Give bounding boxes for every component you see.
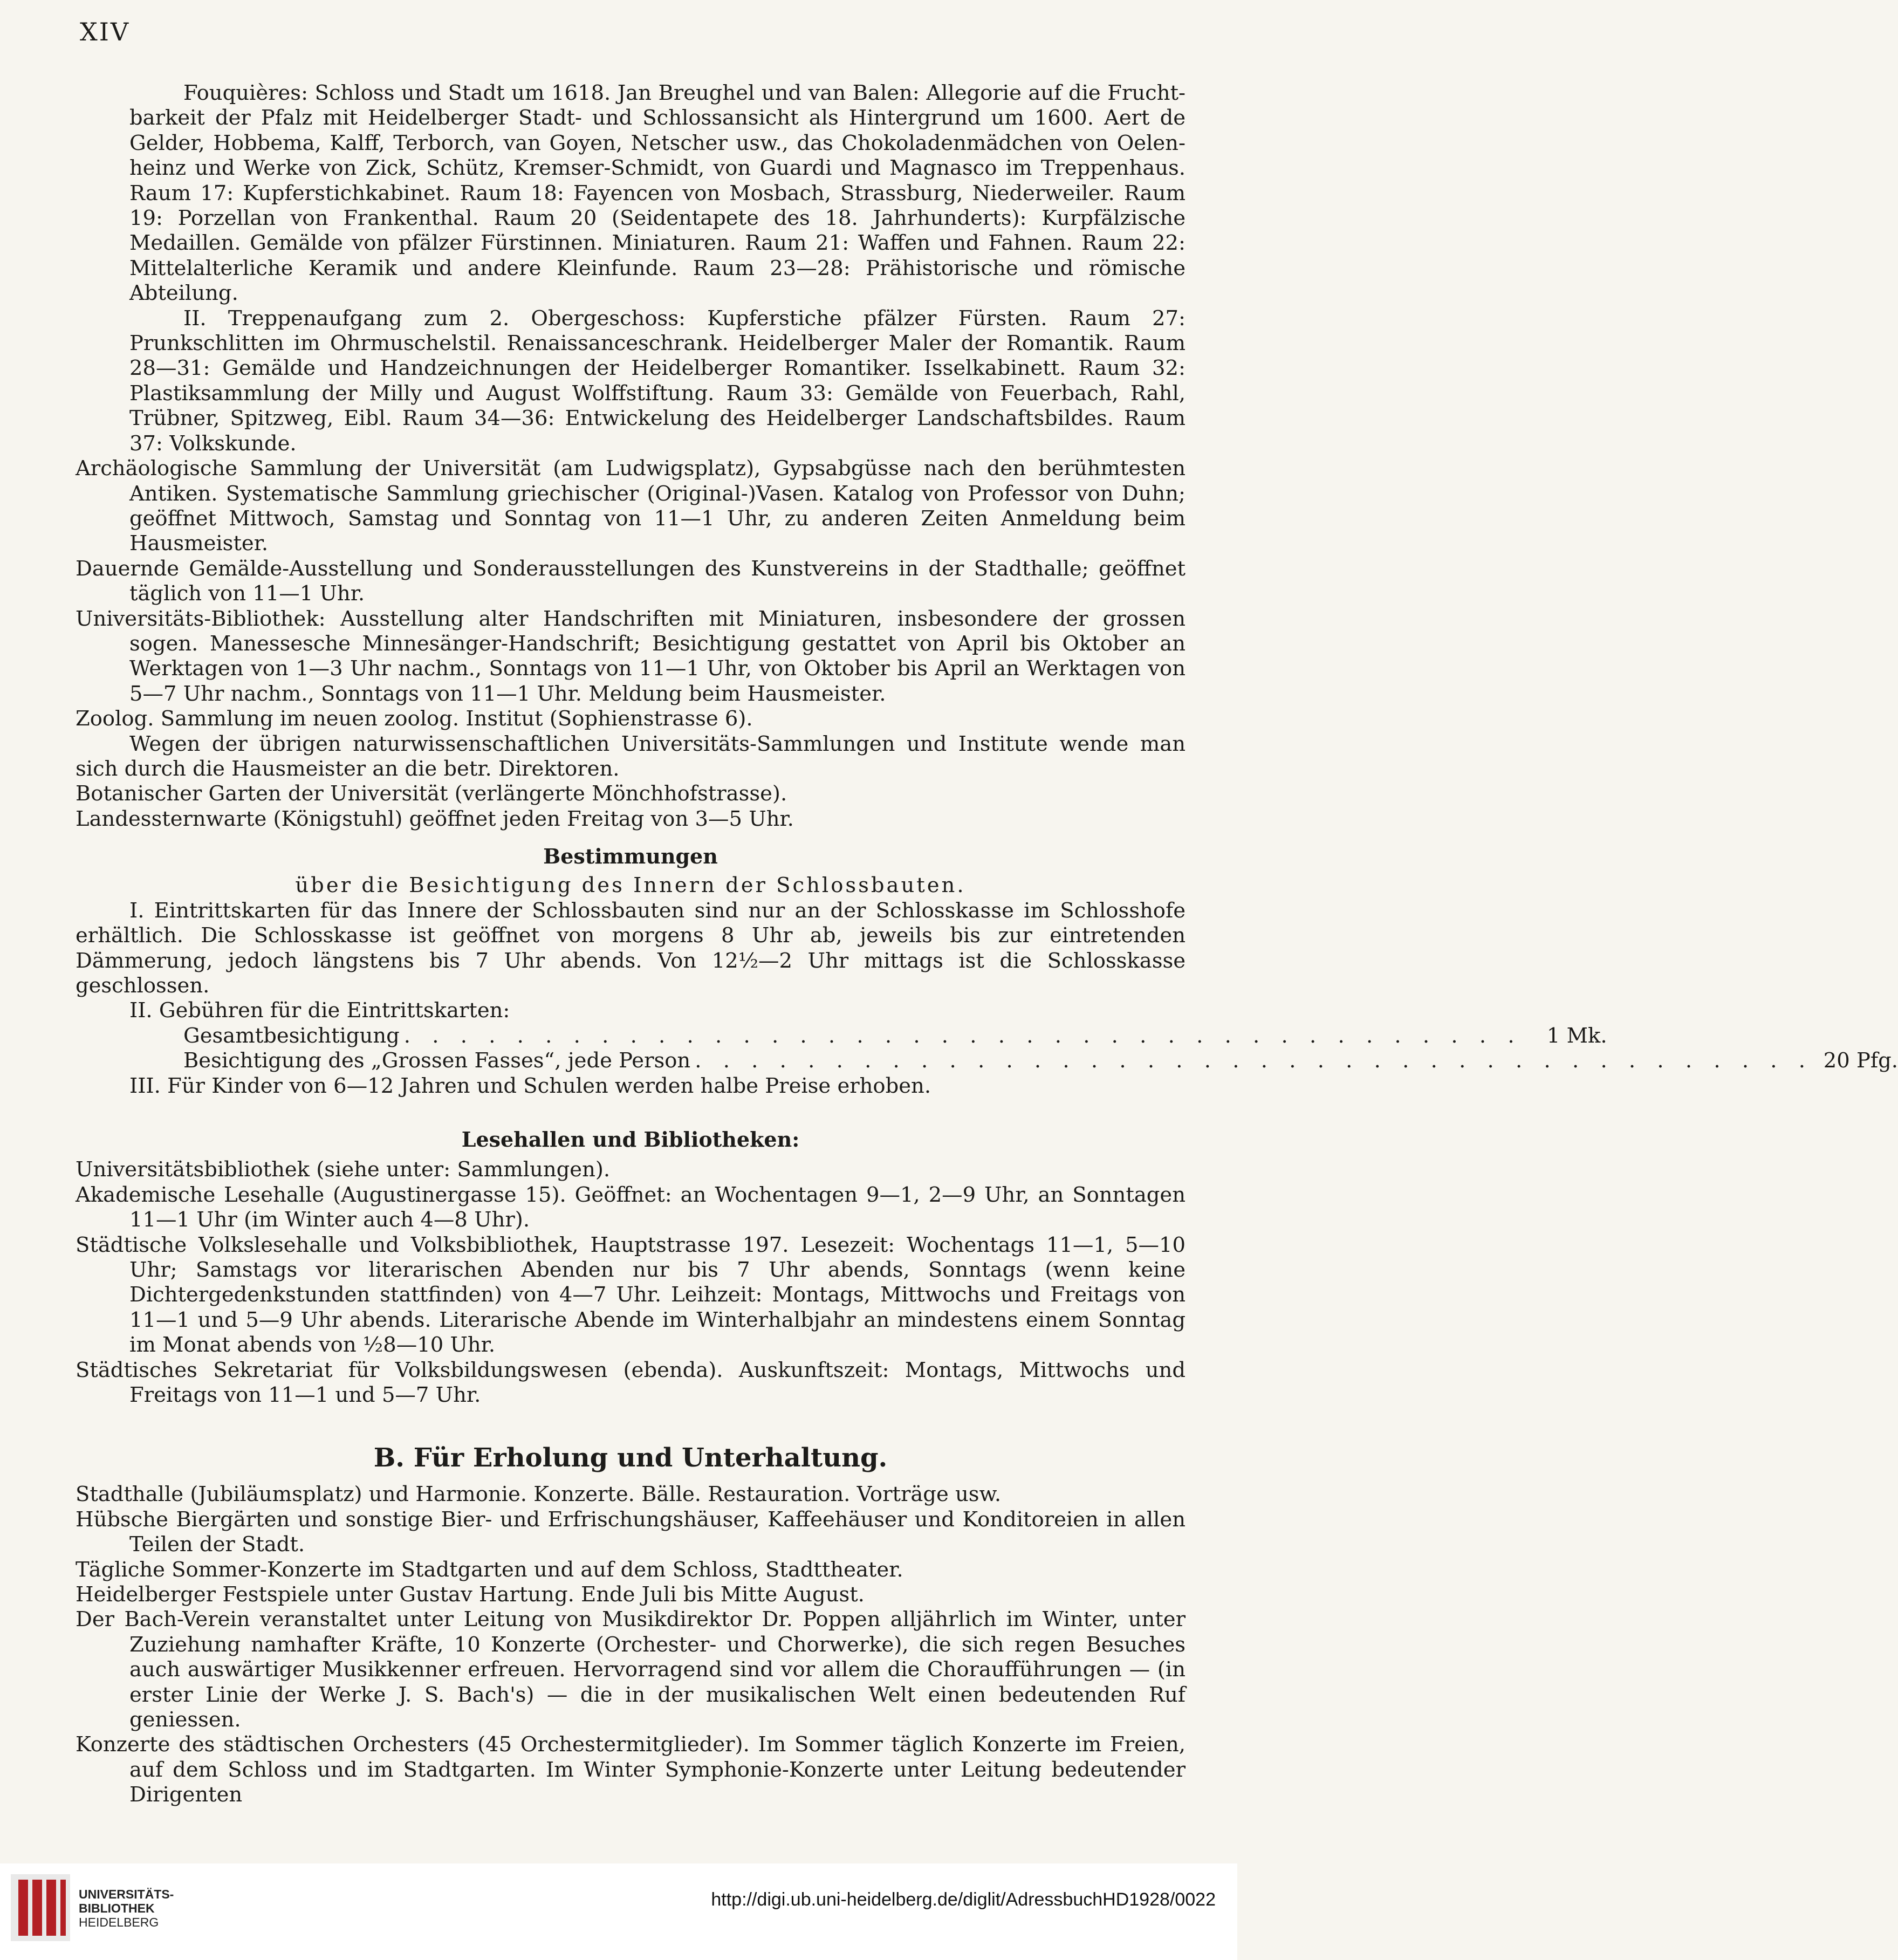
painting-exhibition-entry: Dauernde Gemälde-Ausstellung und Sonderausstellungen des Kunstvereins in der Stadthalle; geöffnet täglich von 11—1 Uhr. [76, 556, 1186, 606]
other-collections-note: Wegen der übrigen naturwissenschaftlichen Universitäts-Sammlungen und Institute wende man sich durch die Hausmeister an die betr. Direktoren. [76, 731, 1186, 781]
source-url-link[interactable]: http://digi.ub.uni-heidelberg.de/diglit/AdressbuchHD1928/0022 [711, 1889, 1216, 1910]
lesehallen-heading: Lesehallen und Bibliotheken: [461, 1127, 800, 1152]
erholung-heading: B. Für Erholung und Unterhaltung. [373, 1443, 888, 1473]
fees-heading: II. Gebühren für die Eintrittskarten: [129, 998, 510, 1023]
zoological-collection-entry: Zoolog. Sammlung im neuen zoolog. Institut (Sophienstrasse 6). [76, 707, 753, 731]
observatory-entry: Landessternwarte (Königstuhl) geöffnet jeden Freitag von 3—5 Uhr. [76, 806, 794, 831]
botanical-garden-entry: Botanischer Garten der Universität (verlängerte Mönchhofstrasse). [76, 782, 787, 806]
fee-amount: 1 Mk. [1546, 1023, 1607, 1048]
digitization-footer [0, 1863, 1237, 1960]
section-erholung [76, 1445, 1186, 1808]
section-collections [76, 81, 1186, 832]
leisure-entry: Stadthalle (Jubiläumsplatz) und Harmonie. Konzerte. Bälle. Restauration. Vorträge usw. [76, 1482, 1002, 1507]
reading-entry: Städtische Volkslesehalle und Volksbibliothek, Hauptstrasse 197. Lesezeit: Wochentags 11—1, 5—10 Uhr; Samstags vor literarischen Abenden nur bis 7 Uhr abends, Sonntags (wenn keine Dichtergedenkstunden stattfinden) von 4—7 Uhr. Leihzeit: Montags, Mittwochs und Freitags von 11—1 und 5—9 Uhr abends. Literarische Abende im Winterhalbjahr an mindestens einem Sonntag im Monat abends von ½8—10 Uhr. [76, 1232, 1186, 1358]
section-bestimmungen [76, 844, 1898, 1099]
fee-amount: 20 Pfg. [1823, 1048, 1898, 1073]
university-library-logo-icon [11, 1874, 70, 1941]
library-name [79, 1887, 174, 1929]
bestimmungen-heading: Bestimmungen [543, 844, 718, 868]
fee-label: Besichtigung des „Grossen Fasses“, jede Person [183, 1048, 691, 1073]
reading-entry: Universitätsbibliothek (siehe unter: Sammlungen). [76, 1157, 611, 1182]
museum-rooms-paragraph: Fouquières: Schloss und Stadt um 1618. Jan Breughel und van Balen: Allegorie auf die Fruchtbarkeit der Pfalz mit Heidelberger Stadt- und Schlossansicht als Hintergrund um 1600. Aert de Gelder, Hobbema, Kalff, Terborch, van Goyen, Netscher usw., das Chokoladenmädchen von Oelenheinz und Werke von Zick, Schütz, Kremser-Schmidt, von Guardi und Magnasco im Treppenhaus. Raum 17: Kupferstichkabinet. Raum 18: Fayencen von Mosbach, Strassburg, Niederweiler. Raum 19: Porzellan von Frankenthal. Raum 20 (Seidentapete des 18. Jahrhunderts): Kurpfälzische Medaillen. Gemälde von pfälzer Fürstinnen. Miniaturen. Raum 21: Waffen und Fahnen. Raum 22: Mittelalterliche Keramik und andere Kleinfunde. Raum 23—28: Prähistorische und römische Abteilung. [129, 81, 1186, 306]
leisure-entry: Der Bach-Verein veranstaltet unter Leitung von Musikdirektor Dr. Poppen alljährlich im Winter, unter Zuziehung namhafter Kräfte, 10 Konzerte (Orchester- und Chorwerke), die sich regen Besuches auch auswärtiger Musikkenner erfreuen. Hervorragend sind vor allem die Choraufführungen — (in erster Linie der Werke J. S. Bach's) — die in der musikalischen Welt einen bedeutenden Ruf geniessen. [76, 1607, 1186, 1732]
leisure-entry: Heidelberger Festspiele unter Gustav Hartung. Ende Juli bis Mitte August. [76, 1582, 865, 1607]
archaeological-collection-entry: Archäologische Sammlung der Universität (am Ludwigsplatz), Gypsabgüsse nach den berühmtesten Antiken. Systematische Sammlung griechischer (Original-)Vasen. Katalog von Professor von Duhn; geöffnet Mittwoch, Samstag und Sonntag von 11—1 Uhr, zu anderen Zeiten Anmeldung beim Hausmeister. [76, 456, 1186, 556]
leader-dots: . . . . . . . . . . . . . . . . . . . . . . . . . . . . . . . . . . . . . . . . [403, 1023, 1522, 1048]
fee-row-great-barrel [76, 1048, 1898, 1073]
leisure-entry: Tägliche Sommer-Konzerte im Stadtgarten und auf dem Schloss, Stadttheater. [76, 1557, 903, 1582]
second-floor-paragraph: II. Treppenaufgang zum 2. Obergeschoss: Kupferstiche pfälzer Fürsten. Raum 27: Prunkschlitten im Ohrmuschelstil. Renaissanceschrank. Heidelberger Maler der Romantik. Raum 28—31: Gemälde und Handzeichnungen der Heidelberger Romantiker. Isselkabinett. Raum 32: Plastiksammlung der Milly und August Wolffstiftung. Raum 33: Gemälde von Feuerbach, Rahl, Trübner, Spitzweg, Eibl. Raum 34—36: Entwickelung des Heidelberger Landschaftsbildes. Raum 37: Volkskunde. [129, 306, 1186, 456]
section-lesehallen [76, 1127, 1186, 1408]
leisure-entry: Konzerte des städtischen Orchesters (45 Orchestermitglieder). Im Sommer täglich Konzerte im Freien, auf dem Schloss und im Stadtgarten. Im Winter Symphonie-Konzerte unter Leitung bedeutender Dirigenten [76, 1732, 1186, 1807]
reading-entry: Akademische Lesehalle (Augustinergasse 15). Geöffnet: an Wochentagen 9—1, 2—9 Uhr, an Sonntagen 11—1 Uhr (im Winter auch 4—8 Uhr). [76, 1182, 1186, 1232]
children-discount-paragraph: III. Für Kinder von 6—12 Jahren und Schulen werden halbe Preise erhoben. [129, 1073, 931, 1098]
fee-row-full-tour [76, 1023, 1607, 1048]
tickets-paragraph: I. Eintrittskarten für das Innere der Schlossbauten sind nur an der Schlosskasse im Schlosshofe erhältlich. Die Schlosskasse ist geöffnet von morgens 8 Uhr ab, jeweils bis zur eintretenden Dämmerung, jedoch längstens bis 7 Uhr abends. Von 12½—2 Uhr mittags ist die Schlosskasse geschlossen. [76, 898, 1186, 998]
fee-label: Gesamtbesichtigung [183, 1023, 400, 1048]
university-library-entry: Universitäts-Bibliothek: Ausstellung alter Handschriften mit Miniaturen, insbesondere der grossen sogen. Manessesche Minnesänger-Handschrift; Besichtigung gestattet von April bis Oktober an Werktagen von 1—3 Uhr nachm., Sonntags von 11—1 Uhr, von Oktober bis April an Werktagen von 5—7 Uhr nachm., Sonntags von 11—1 Uhr. Meldung beim Hausmeister. [76, 606, 1186, 706]
reading-entry: Städtisches Sekretariat für Volksbildungswesen (ebenda). Auskunftszeit: Montags, Mittwochs und Freitags von 11—1 und 5—7 Uhr. [76, 1358, 1186, 1408]
leader-dots: . . . . . . . . . . . . . . . . . . . . . . . . . . . . . . . . . . . . . . . . [695, 1048, 1813, 1073]
library-name-line: UNIVERSITÄTS- [79, 1887, 174, 1901]
leisure-entry: Hübsche Biergärten und sonstige Bier- und Erfrischungshäuser, Kaffeehäuser und Konditoreien in allen Teilen der Stadt. [76, 1507, 1186, 1557]
page-number: XIV [80, 17, 131, 46]
library-name-line: HEIDELBERG [79, 1915, 159, 1929]
library-name-line: BIBLIOTHEK [79, 1901, 155, 1915]
bestimmungen-subheading: über die Besichtigung des Innern der Schlossbauten. [295, 873, 966, 898]
